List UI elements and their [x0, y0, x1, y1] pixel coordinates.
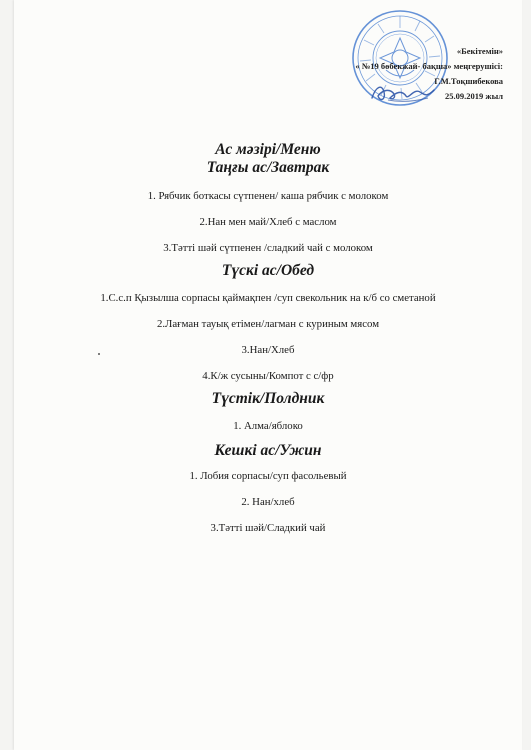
section-title-breakfast: Таңғы ас/Завтрак [206, 159, 330, 176]
section-title-snack: Түстік/Полдник [211, 390, 325, 407]
list-item: 2. Нан/хлеб [241, 496, 295, 508]
list-item: 1. Алма/яблоко [233, 420, 303, 432]
list-item: 4.К/ж сусыны/Компот с с/фр [202, 370, 334, 382]
menu [14, 141, 522, 535]
list-item: 3.Нан/Хлеб [241, 344, 295, 356]
list-item: 2.Лағман тауық етімен/лагман с куриным мясом [156, 318, 380, 330]
list-item: 1. Рябчик боткасы сүтпенен/ каша рябчик с молоком [147, 190, 389, 202]
approval-position: « №19 бөбекжай- бақша» меңгерушісі: [355, 61, 503, 71]
list-item: 2.Нан мен май/Хлеб с маслом [199, 216, 337, 228]
list-item: 3.Тәтті шәй сүтпенен /сладкий чай с молоком [163, 242, 373, 254]
section-title-lunch: Түскі ас/Обед [221, 262, 315, 279]
approval-name: Г.М.Тоқшибекова [434, 76, 503, 86]
section-title-dinner: Кешкі ас/Ужин [214, 442, 322, 459]
paper-speck [98, 353, 100, 355]
approval-date: 25.09.2019 жыл [445, 91, 503, 101]
list-item: 3.Тәтті шәй/Сладкий чай [210, 522, 326, 534]
list-item: 1.С.с.п Қызылша сорпасы қаймақпен /суп свекольник на к/б со сметаной [100, 292, 436, 304]
approval-heading: «Бекітемін» [456, 46, 503, 56]
list-item: 1. Лобия сорпасы/суп фасольевый [189, 470, 347, 482]
approval-block [355, 44, 503, 104]
menu-title: Ас мәзірі/Меню [215, 141, 321, 158]
